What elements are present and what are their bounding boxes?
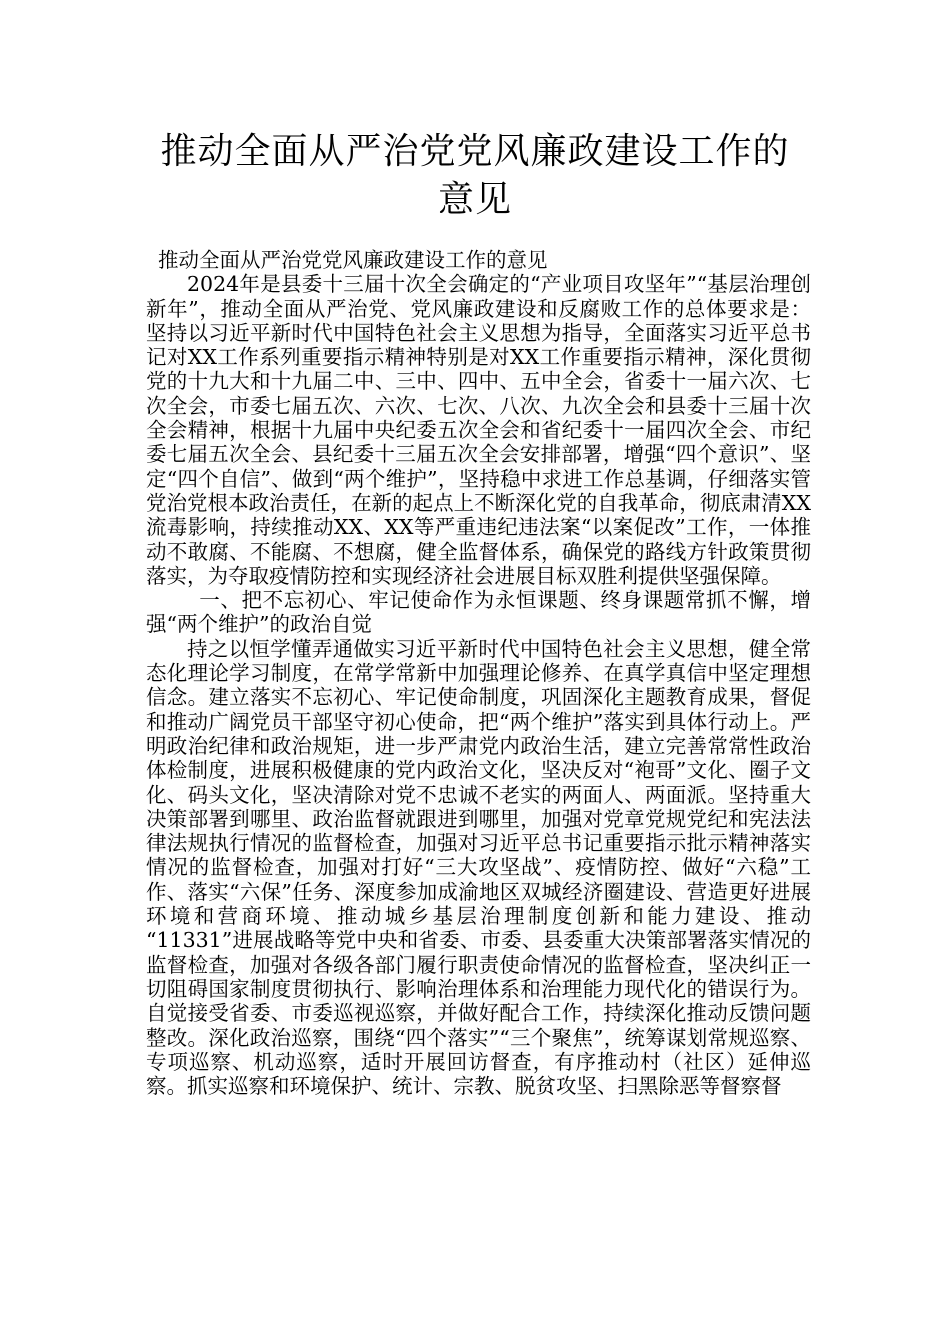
document-body xyxy=(146,248,811,1098)
paragraph: 2024年是县委十三届十次全会确定的“产业项目攻坚年”“基层治理创新年”，推动全面从严治党、党风廉政建设和反腐败工作的总体要求是：坚持以习近平新时代中国特色社会主义思想为指导，全面落实习近平总书记对XX工作系列重要指示精神特别是对XX工作重要指示精神，深化贯彻党的十九大和十九届二中、三中、四中、五中全会，省委十一届六次、七次全会，市委七届五次、六次、七次、八次、九次全会和县委十三届十次全会精神，根据十九届中央纪委五次全会和省纪委十一届四次全会、市纪委七届五次全会、县纪委十三届五次全会安排部署，增强“四个意识”、坚定“四个自信”、做到“两个维护”，坚持稳中求进工作总基调，仔细落实管党治党根本政治责任，在新的起点上不断深化党的自我革命，彻底肃清XX流毒影响，持续推动XX、XX等严重违纪违法案“以案促改”工作，一体推动不敢腐、不能腐、不想腐，健全监督体系，确保党的路线方针政策贯彻落实，为夺取疫情防控和实现经济社会进展目标双胜利提供坚强保障。 xyxy=(146,272,811,588)
document-subtitle: 推动全面从严治党党风廉政建设工作的意见 xyxy=(158,248,548,272)
paragraph: 持之以恒学懂弄通做实习近平新时代中国特色社会主义思想，健全常态化理论学习制度，在常学常新中加强理论修养、在真学真信中坚定理想信念。建立落实不忘初心、牢记使命制度，巩固深化主题教育成果，督促和推动广阔党员干部坚守初心使命，把“两个维护”落实到具体行动上。严明政治纪律和政治规矩，进一步严肃党内政治生活，建立完善常常性政治体检制度，进展积极健康的党内政治文化，坚决反对“袍哥”文化、圈子文化、码头文化，坚决清除对党不忠诚不老实的两面人、两面派。坚持重大决策部署到哪里、政治监督就跟进到哪里，加强对党章党规党纪和宪法法律法规执行情况的监督检查，加强对习近平总书记重要指示批示精神落实情况的监督检查，加强对打好“三大攻坚战”、疫情防控、做好“六稳”工作、落实“六保”任务、深度参加成渝地区双城经济圈建设、营造更好进展环境和营商环境、推动城乡基层治理制度创新和能力建设、推动 “11331”进展战略等党中央和省委、市委、县委重大决策部署落实情况的监督检查，加强对各级各部门履行职责使命情况的监督检查，坚决纠正一切阻碍国家制度贯彻执行、影响治理体系和治理能力现代化的错误行为。自觉接受省委、市委巡视巡察，并做好配合工作，持续深化推动反馈问题整改。深化政治巡察，围绕“四个落实”“三个聚焦”，统筹谋划常规巡察、专项巡察、机动巡察，适时开展回访督查，有序推动村（社区）延伸巡察。抓实巡察和环境保护、统计、宗教、脱贫攻坚、扫黑除恶等督察督 xyxy=(146,636,811,1099)
section-heading: 一、把不忘初心、牢记使命作为永恒课题、终身课题常抓不懈，增强“两个维护”的政治自觉 xyxy=(146,588,811,637)
document-title: 推动全面从严治党党风廉政建设工作的意见 xyxy=(160,131,790,220)
